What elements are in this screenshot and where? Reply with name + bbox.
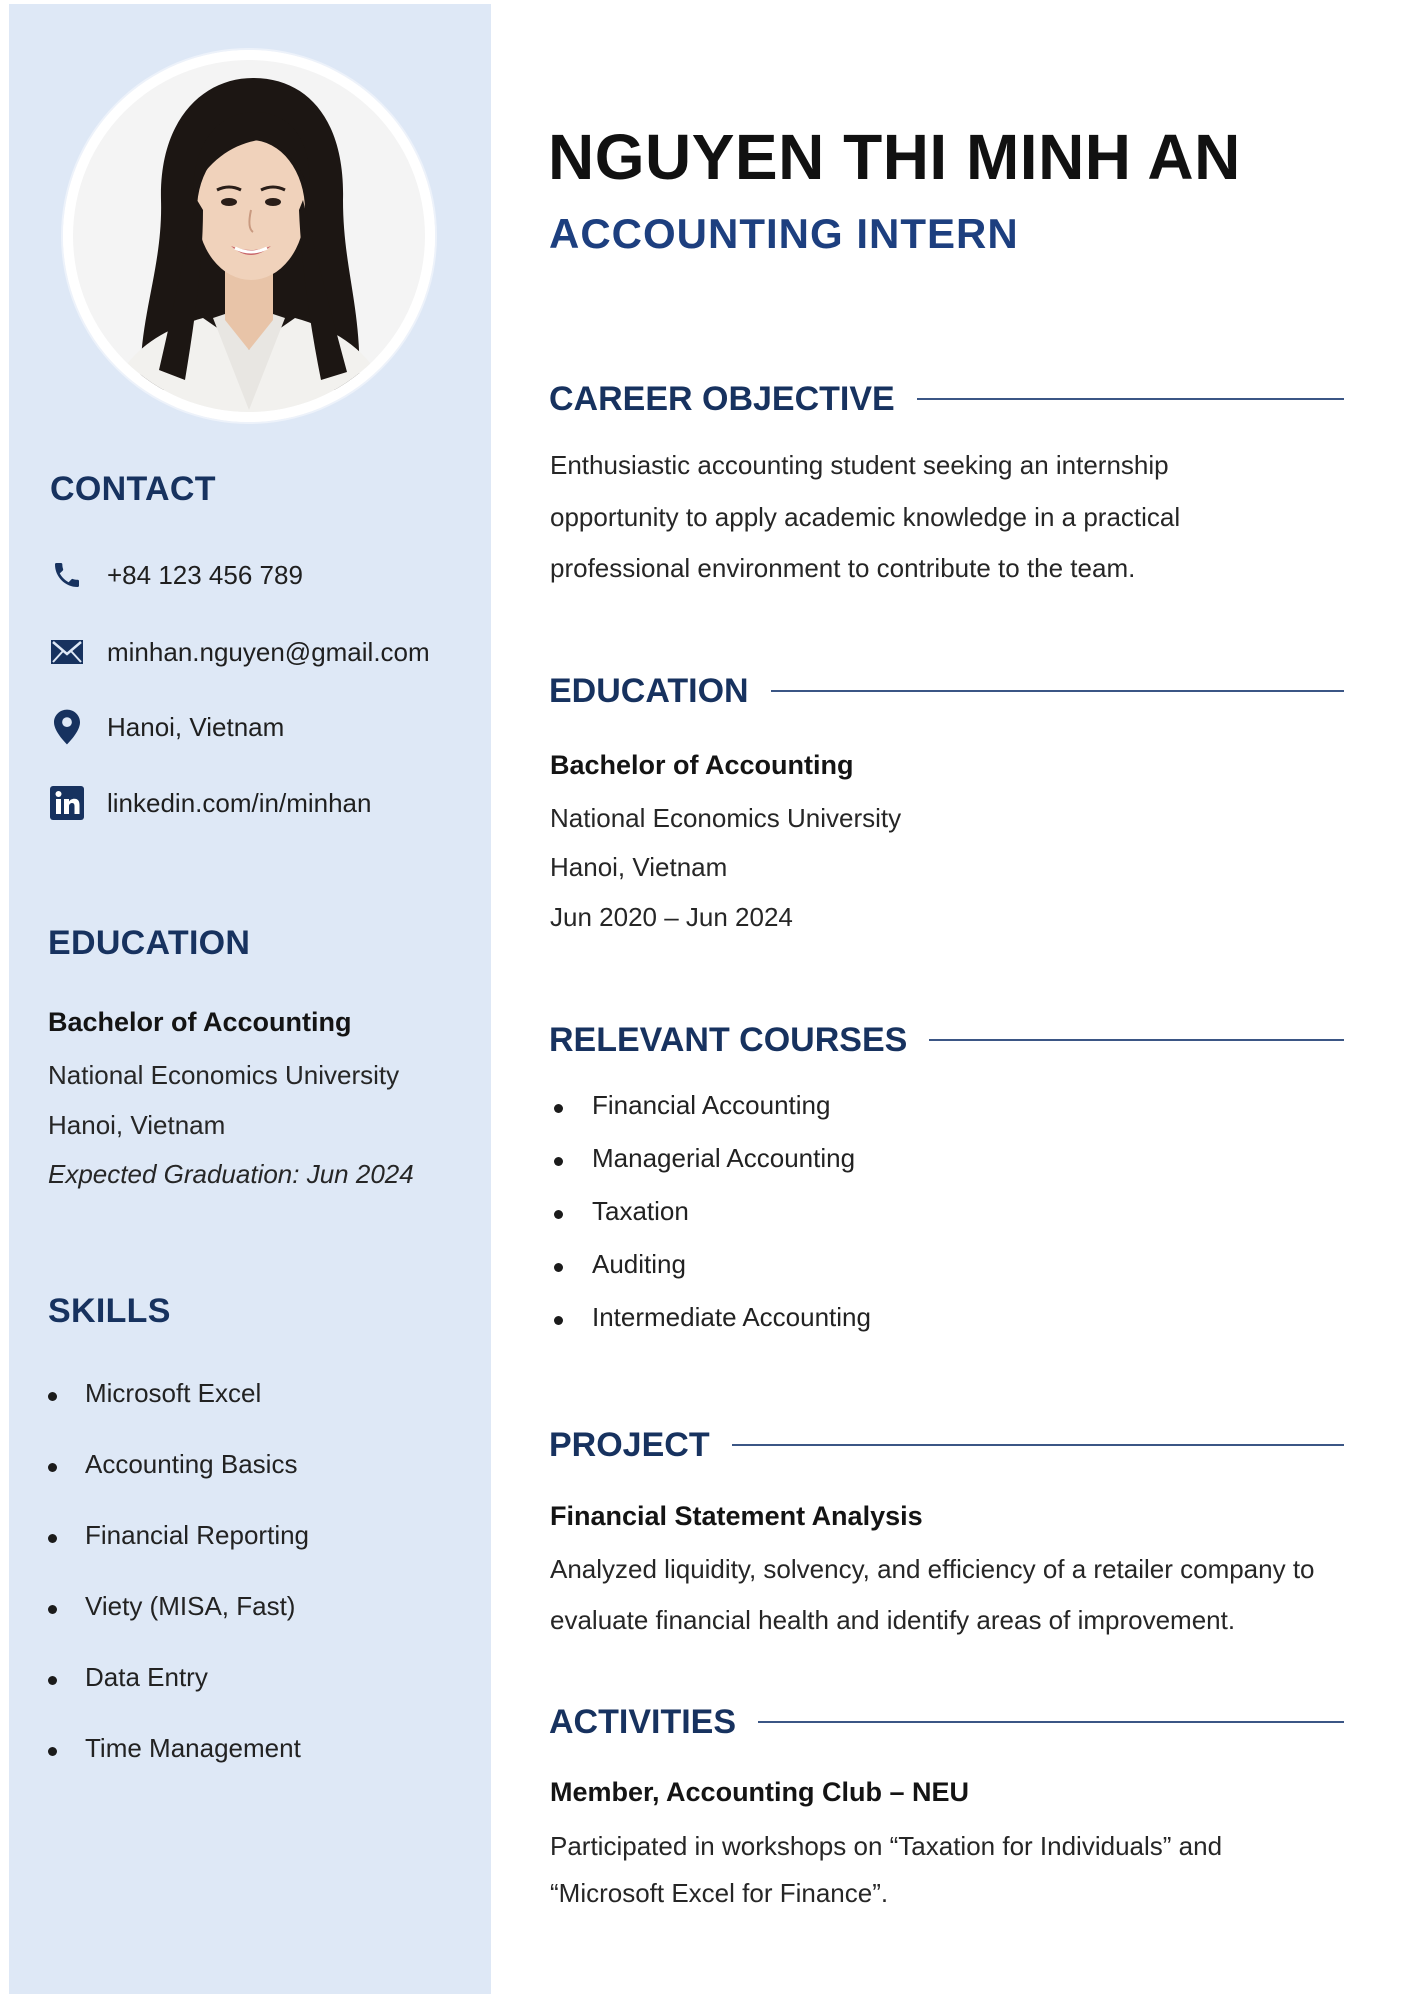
profile-photo-illustration — [63, 50, 435, 422]
objective-heading: CAREER OBJECTIVE — [549, 379, 895, 418]
courses-section-header — [549, 1017, 1344, 1063]
sidebar-school: National Economics University — [48, 1060, 400, 1090]
skills-heading: SKILLS — [48, 1292, 171, 1330]
job-title: ACCOUNTING INTERN — [549, 210, 1019, 257]
profile-photo — [63, 50, 435, 422]
list-item: Data Entry — [48, 1662, 309, 1733]
education-school: National Economics University — [550, 803, 902, 833]
project-heading: PROJECT — [549, 1425, 710, 1464]
objective-line: Enthusiastic accounting student seeking an internship — [550, 450, 1169, 480]
sidebar-location: Hanoi, Vietnam — [48, 1110, 226, 1140]
project-line: Analyzed liquidity, solvency, and efficiency of a retailer company to — [550, 1554, 1315, 1584]
list-item: Auditing — [552, 1249, 871, 1302]
activities-heading: ACTIVITIES — [549, 1702, 737, 1741]
section-divider — [732, 1444, 1344, 1446]
education-section-header — [549, 668, 1344, 714]
section-divider — [929, 1039, 1344, 1041]
section-divider — [917, 398, 1344, 400]
contact-location-text: Hanoi, Vietnam — [107, 711, 285, 742]
contact-heading: CONTACT — [50, 470, 216, 508]
sidebar-degree: Bachelor of Accounting — [48, 1007, 352, 1037]
section-divider — [771, 690, 1344, 692]
list-item: Microsoft Excel — [48, 1378, 309, 1449]
contact-email[interactable] — [49, 632, 430, 672]
objective-line: professional environment to contribute to the team. — [550, 553, 1136, 583]
project-line: evaluate financial health and identify areas of improvement. — [550, 1605, 1236, 1635]
list-item: Financial Accounting — [552, 1090, 871, 1143]
phone-icon — [49, 557, 85, 593]
list-item: Accounting Basics — [48, 1449, 309, 1520]
sidebar-education-heading: EDUCATION — [48, 924, 251, 962]
objective-section-header — [549, 376, 1344, 422]
contact-linkedin[interactable] — [49, 783, 371, 823]
objective-line: opportunity to apply academic knowledge in a practical — [550, 502, 1181, 532]
section-divider — [758, 1721, 1344, 1723]
candidate-name: NGUYEN THI MINH AN — [548, 121, 1241, 193]
skills-list — [48, 1378, 309, 1804]
education-dates: Jun 2020 – Jun 2024 — [550, 902, 793, 932]
contact-email-text: minhan.nguyen@gmail.com — [107, 636, 430, 667]
project-section-header — [549, 1422, 1344, 1468]
activity-line: “Microsoft Excel for Finance”. — [550, 1878, 889, 1908]
location-icon — [49, 709, 85, 745]
list-item: Taxation — [552, 1196, 871, 1249]
education-degree: Bachelor of Accounting — [550, 750, 854, 780]
courses-list — [552, 1090, 871, 1355]
education-location: Hanoi, Vietnam — [550, 852, 728, 882]
list-item: Intermediate Accounting — [552, 1302, 871, 1355]
contact-phone[interactable] — [49, 555, 303, 595]
list-item: Managerial Accounting — [552, 1143, 871, 1196]
contact-location — [49, 707, 284, 747]
activities-section-header — [549, 1699, 1344, 1745]
list-item: Financial Reporting — [48, 1520, 309, 1591]
project-title: Financial Statement Analysis — [550, 1501, 923, 1531]
education-heading: EDUCATION — [549, 671, 749, 710]
list-item: Viety (MISA, Fast) — [48, 1591, 309, 1662]
contact-linkedin-text: linkedin.com/in/minhan — [107, 787, 372, 818]
email-icon — [49, 634, 85, 670]
contact-phone-text: +84 123 456 789 — [107, 559, 303, 590]
sidebar-graduation: Expected Graduation: Jun 2024 — [48, 1159, 414, 1189]
linkedin-icon — [49, 785, 85, 821]
courses-heading: RELEVANT COURSES — [549, 1020, 908, 1059]
list-item: Time Management — [48, 1733, 309, 1804]
activity-line: Participated in workshops on “Taxation for Individuals” and — [550, 1831, 1223, 1861]
activity-title: Member, Accounting Club – NEU — [550, 1777, 970, 1807]
